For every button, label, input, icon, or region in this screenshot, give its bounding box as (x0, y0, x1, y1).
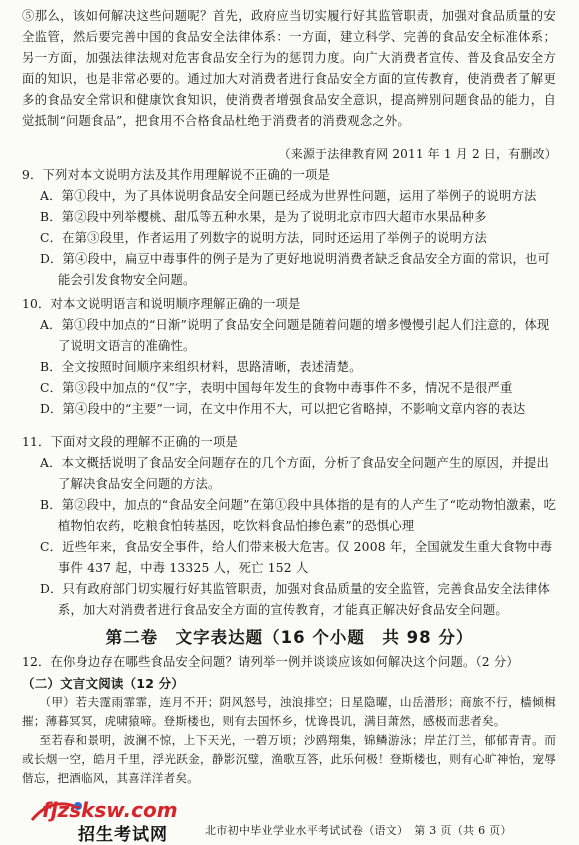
page-footer (0, 814, 579, 842)
logo-name-text: 招生考试网 (78, 825, 168, 845)
question-11 (22, 432, 558, 621)
question-11-option-a: A．本文概括说明了食品安全问题存在的几个方面，分析了食品安全问题产生的原因，并提出了解决食品安全问题的方法。 (40, 456, 549, 491)
passage-paragraph-5: ⑤那么，该如何解决这些问题呢？首先，政府应当切实履行好其监管职责，加强对食品质量的安全监管，然后要完善中国的食品安全法律体系：一方面，建立科学、完善的食品安全标准体系；另一方面，加强法律法规对危害食品安全行为的惩罚力度。向广大消费者宣传、普及食品安全方面的知识，也是非常必要的。通过加大对消费者进行食品安全方面的宣传教育，使消费者了解更多的食品安全常识和健康饮食知识，使消费者增强食品安全意识，提高辨别问题食品的能力，自觉抵制“问题食品”，把食用不合格食品杜绝于消费者的消费观念之外。 (22, 9, 556, 128)
question-9-option-b: B．第②段中列举樱桃、甜瓜等五种水果，是为了说明北京市四大超市水果品种多 (40, 210, 487, 224)
question-9-option-a: A．第①段中，为了具体说明食品安全问题已经成为世界性问题，运用了举例子的说明方法 (40, 189, 537, 203)
question-9-option-d: D．第④段中，扁豆中毒事件的例子是为了更好地说明消费者缺乏食品安全方面的常识，也可能会引发食物安全问题。 (40, 252, 550, 287)
question-12: 12．在你身边存在哪些食品安全问题？请列举一例并谈谈应该如何解决这个问题。（2 分） (22, 655, 519, 669)
question-11-option-c: C．近些年来，食品安全事件，给人们带来极大危害。仅 2008 年，全国就发生重大食物中毒事件 437 起，中毒 13325 人，死亡 152 人 (40, 540, 553, 575)
question-10-stem: 10．对本文说明语言和说明顺序理解正确的一项是 (22, 297, 301, 311)
question-11-stem: 11．下面对文段的理解不正确的一项是 (22, 435, 238, 449)
question-11-option-b: B．第②段中，加点的“食品安全问题”在第①段中具体指的是有的人产生了“吃动物怕激素，吃植物怕农药，吃粮食怕转基因，吃饮料食品怕掺色素”的恐惧心理 (40, 498, 557, 533)
question-10-option-c: C．第③段中加点的“仅”字，表明中国每年发生的食物中毒事件不多，情况不是很严重 (40, 381, 513, 395)
classical-passage-paragraph-2: 至若春和景明，波澜不惊，上下天光，一碧万顷；沙鸥翔集，锦鳞游泳；岸芷汀兰，郁郁青青。而或长烟一空，皓月千里，浮光跃金，静影沉璧，渔歌互答，此乐何极！登斯楼也，则有心旷神怡，宠辱偕忘，把酒临风，其喜洋洋者矣。 (22, 733, 556, 785)
question-9-stem: 9．下列对本文说明方法及其作用理解说不正确的一项是 (22, 168, 330, 182)
question-11-option-d: D．只有政府部门切实履行好其监管职责，加强对食品质量的安全监管，完善食品安全法律体系，加大对消费者进行食品安全方面的宣传教育，才能真正解决好食品安全问题。 (40, 582, 550, 617)
classical-reading-heading: （二）文言文阅读（12 分） (22, 676, 185, 691)
classical-passage (22, 693, 556, 788)
question-9 (22, 165, 558, 291)
question-10-option-d: D．第④段中的“主要”一词，在文中作用不大，可以把它省略掉，不影响文章内容的表达 (40, 402, 526, 416)
classical-passage-paragraph-1: （甲）若夫霪雨霏霏，连月不开；阴风怒号，浊浪排空；日星隐曜，山岳潜形；商旅不行，樯倾楫摧；薄暮冥冥，虎啸猿啼。登斯楼也，则有去国怀乡，忧谗畏讥，满目萧然，感极而悲者矣。 (22, 695, 556, 728)
section-2-title: 第二卷 文字表达题（16 个小题 共 98 分） (105, 628, 474, 647)
footer-exam-info: 北市初中毕业学业水平考试试卷（语文） 第 3 页（共 6 页） (205, 824, 512, 837)
question-10 (22, 294, 558, 420)
question-9-option-c: C．在第③段里，作者运用了列数字的说明方法，同时还运用了举例子的说明方法 (40, 231, 488, 245)
question-10-option-a: A．第①段中加点的“日渐”说明了食品安全问题是随着问题的增多慢慢引起人们注意的，体现了说明文语言的准确性。 (40, 318, 550, 353)
source-citation: （来源于法律教育网 2011 年 1 月 2 日，有删改） (278, 147, 557, 161)
question-10-option-b: B．全文按照时间顺序来组织材料，思路清晰，表述清楚。 (40, 360, 362, 374)
logo-site-text: fjzsksw.com (42, 798, 178, 822)
